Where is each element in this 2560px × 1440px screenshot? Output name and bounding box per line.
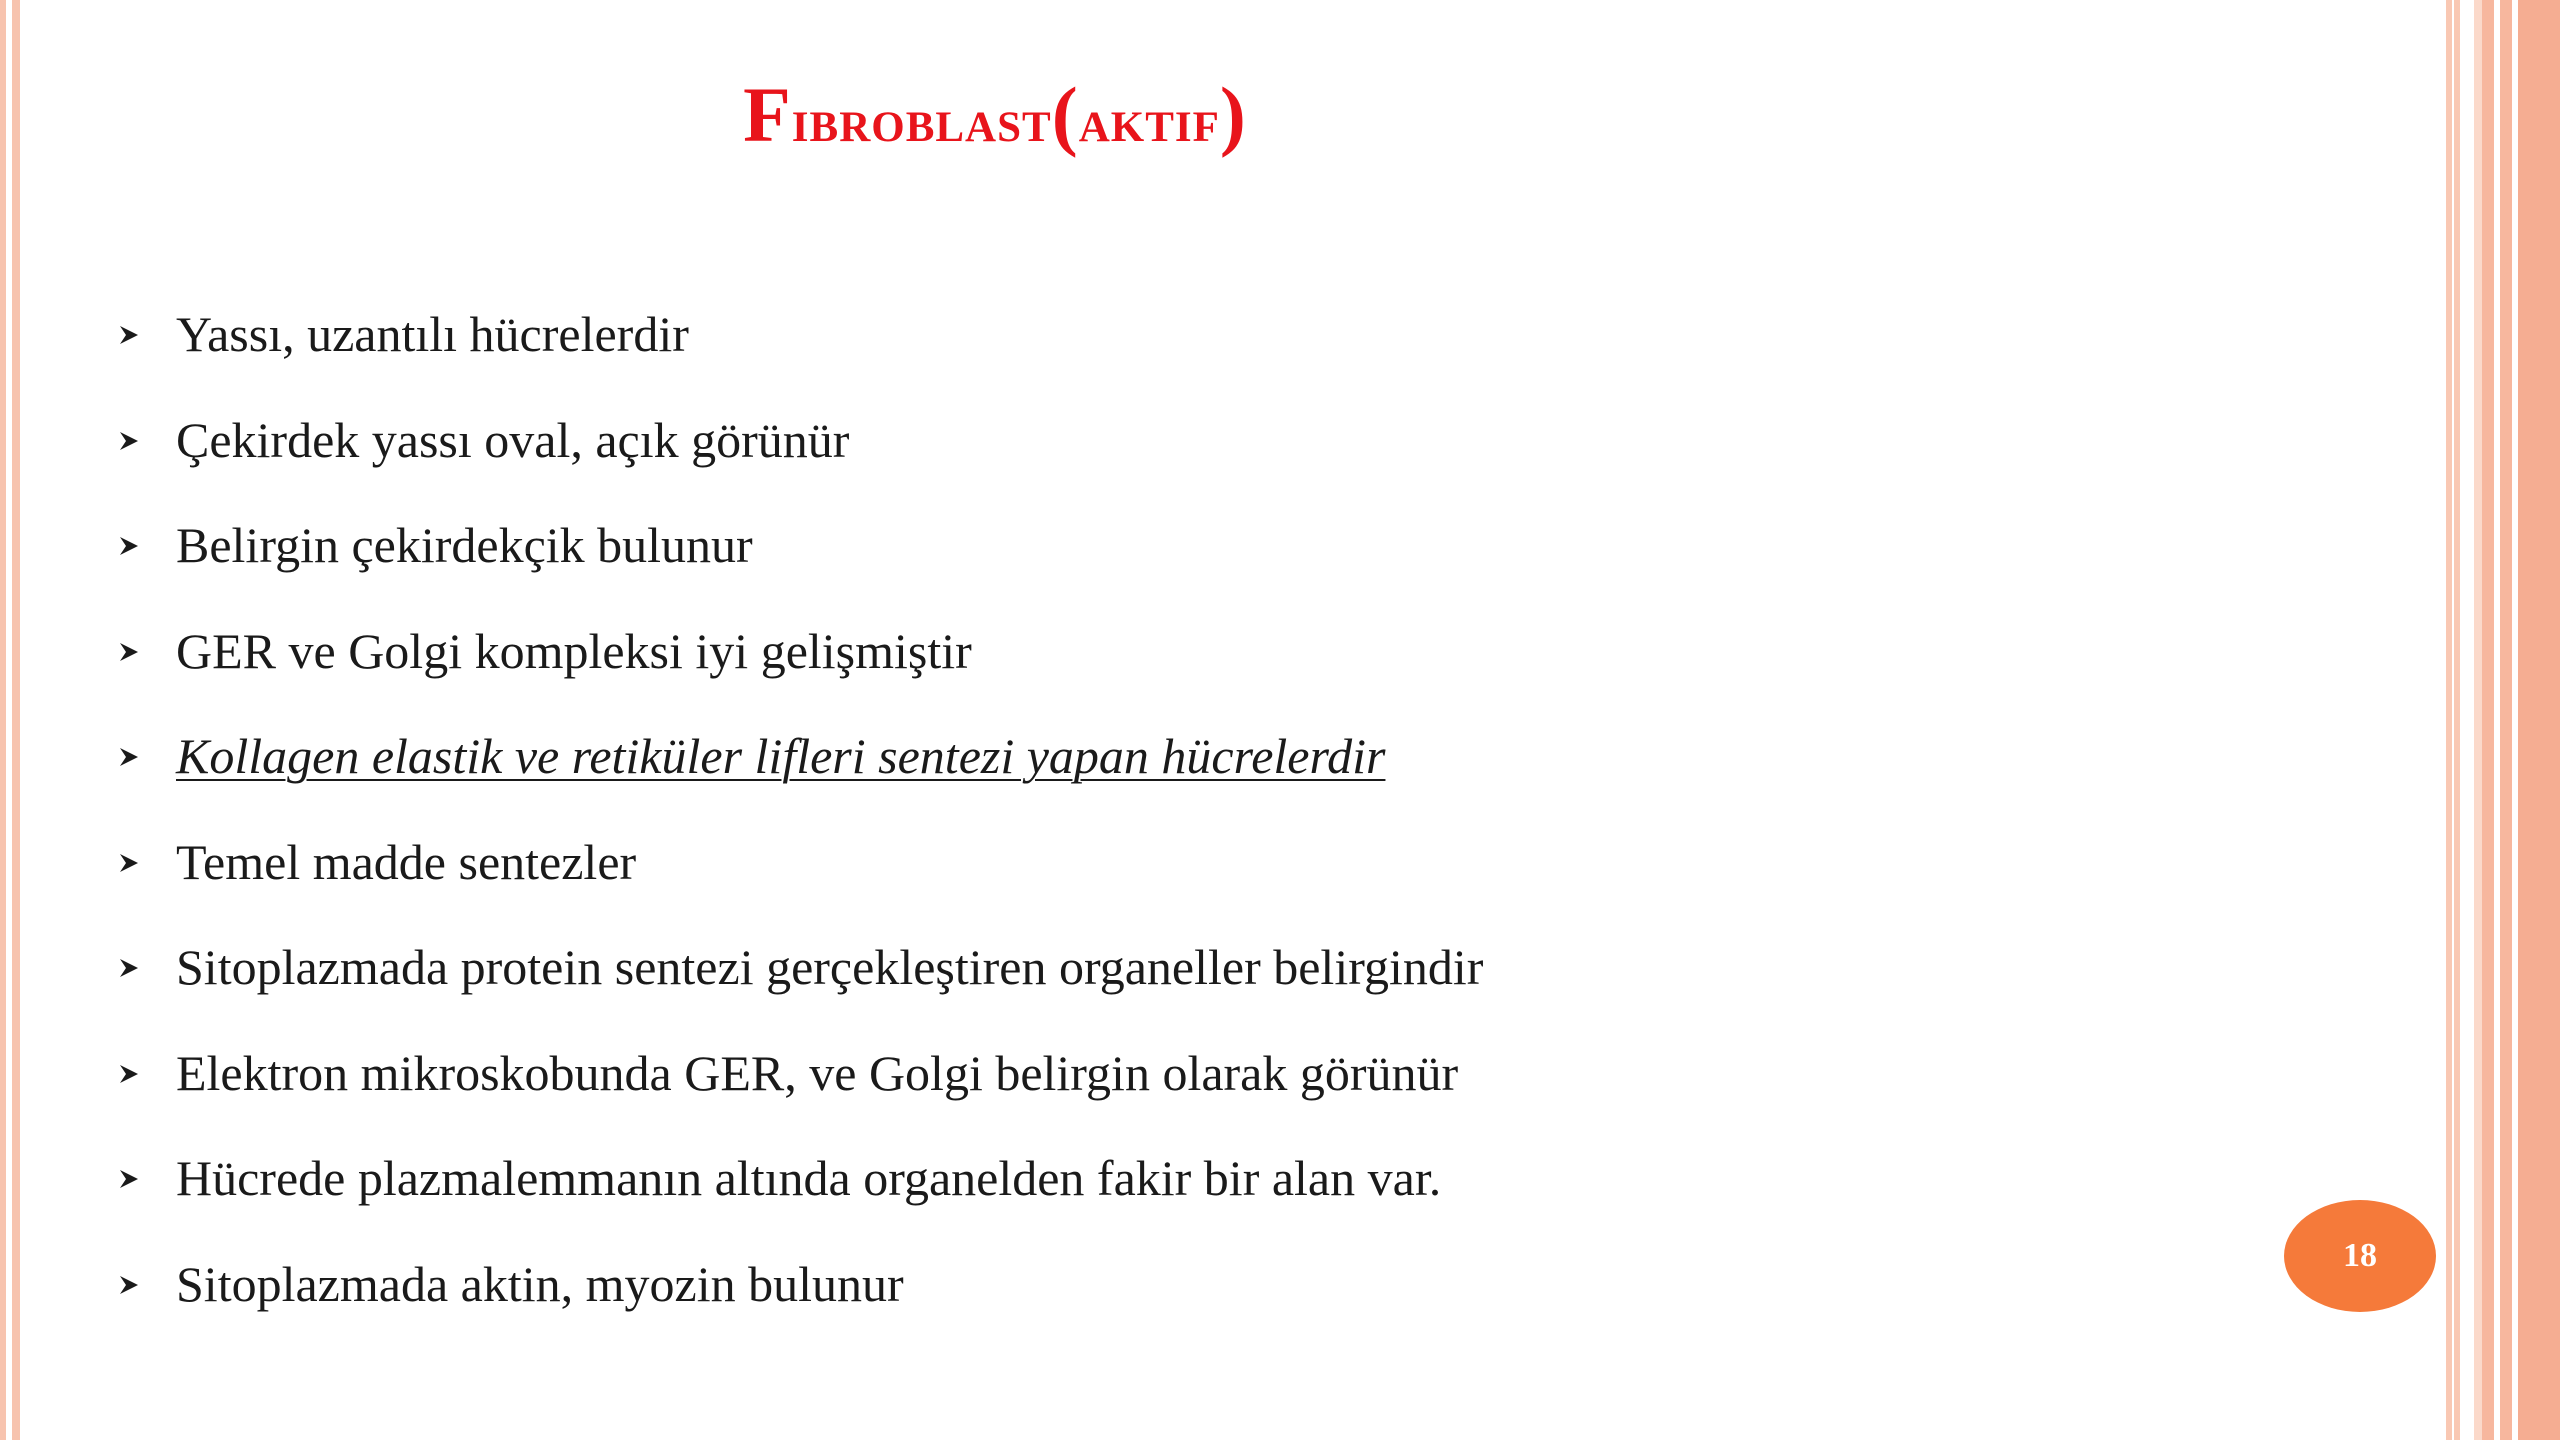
bullet-text: Elektron mikroskobunda GER, ve Golgi belirgin olarak görünür <box>176 1044 1459 1101</box>
arrowhead-bullet-icon <box>118 535 140 557</box>
bullet-text: Sitoplazmada aktin, myozin bulunur <box>176 1255 904 1312</box>
bullet-item <box>118 1037 1483 1143</box>
bullet-item <box>118 509 1483 615</box>
bullet-text: Belirgin çekirdekçik bulunur <box>176 517 753 573</box>
title-initial: F <box>743 71 792 158</box>
arrowhead-bullet-icon <box>118 852 140 874</box>
arrowhead-bullet-icon <box>118 641 140 663</box>
arrowhead-bullet-icon <box>118 957 140 979</box>
bullet-text: Çekirdek yassı oval, açık görünür <box>176 411 850 468</box>
arrowhead-bullet-icon <box>118 324 140 346</box>
slide-title <box>0 70 1990 160</box>
bullet-text: Temel madde sentezler <box>176 833 637 890</box>
title-paren-close: ) <box>1219 71 1247 158</box>
page-number-badge <box>2284 1200 2436 1312</box>
arrowhead-bullet-icon <box>118 1274 140 1296</box>
bullet-item <box>118 931 1483 1037</box>
left-decorative-border <box>0 0 26 1440</box>
arrowhead-bullet-icon <box>118 1063 140 1085</box>
arrowhead-bullet-icon <box>118 430 140 452</box>
bullet-item-emphasized <box>118 720 1483 826</box>
bullet-item <box>118 1248 1483 1354</box>
bullet-text: Sitoplazmada protein sentezi gerçekleştiren organeller belirgindir <box>176 939 1484 995</box>
right-inner-decorative-border <box>2446 0 2460 1440</box>
bullet-item <box>118 404 1483 510</box>
title-paren-open: ( <box>1051 71 1079 158</box>
right-outer-decorative-border <box>2474 0 2560 1440</box>
bullet-list <box>118 298 1483 1353</box>
title-main: ibroblast <box>791 87 1052 155</box>
bullet-item <box>118 1142 1483 1248</box>
arrowhead-bullet-icon <box>118 746 140 768</box>
bullet-text: Hücrede plazmalemmanın altında organelden fakir bir alan var. <box>176 1150 1442 1206</box>
bullet-text-emphasized: Kollagen elastik ve retiküler lifleri sentezi yapan hücrelerdir <box>176 728 1386 784</box>
bullet-item <box>118 826 1483 932</box>
bullet-text: GER ve Golgi kompleksi iyi gelişmiştir <box>176 622 972 679</box>
bullet-text: Yassı, uzantılı hücrelerdir <box>176 306 689 362</box>
bullet-item <box>118 298 1483 404</box>
title-suffix: aktif <box>1078 87 1220 155</box>
bullet-item <box>118 615 1483 721</box>
page-number: 18 <box>2343 1237 2377 1274</box>
arrowhead-bullet-icon <box>118 1168 140 1190</box>
